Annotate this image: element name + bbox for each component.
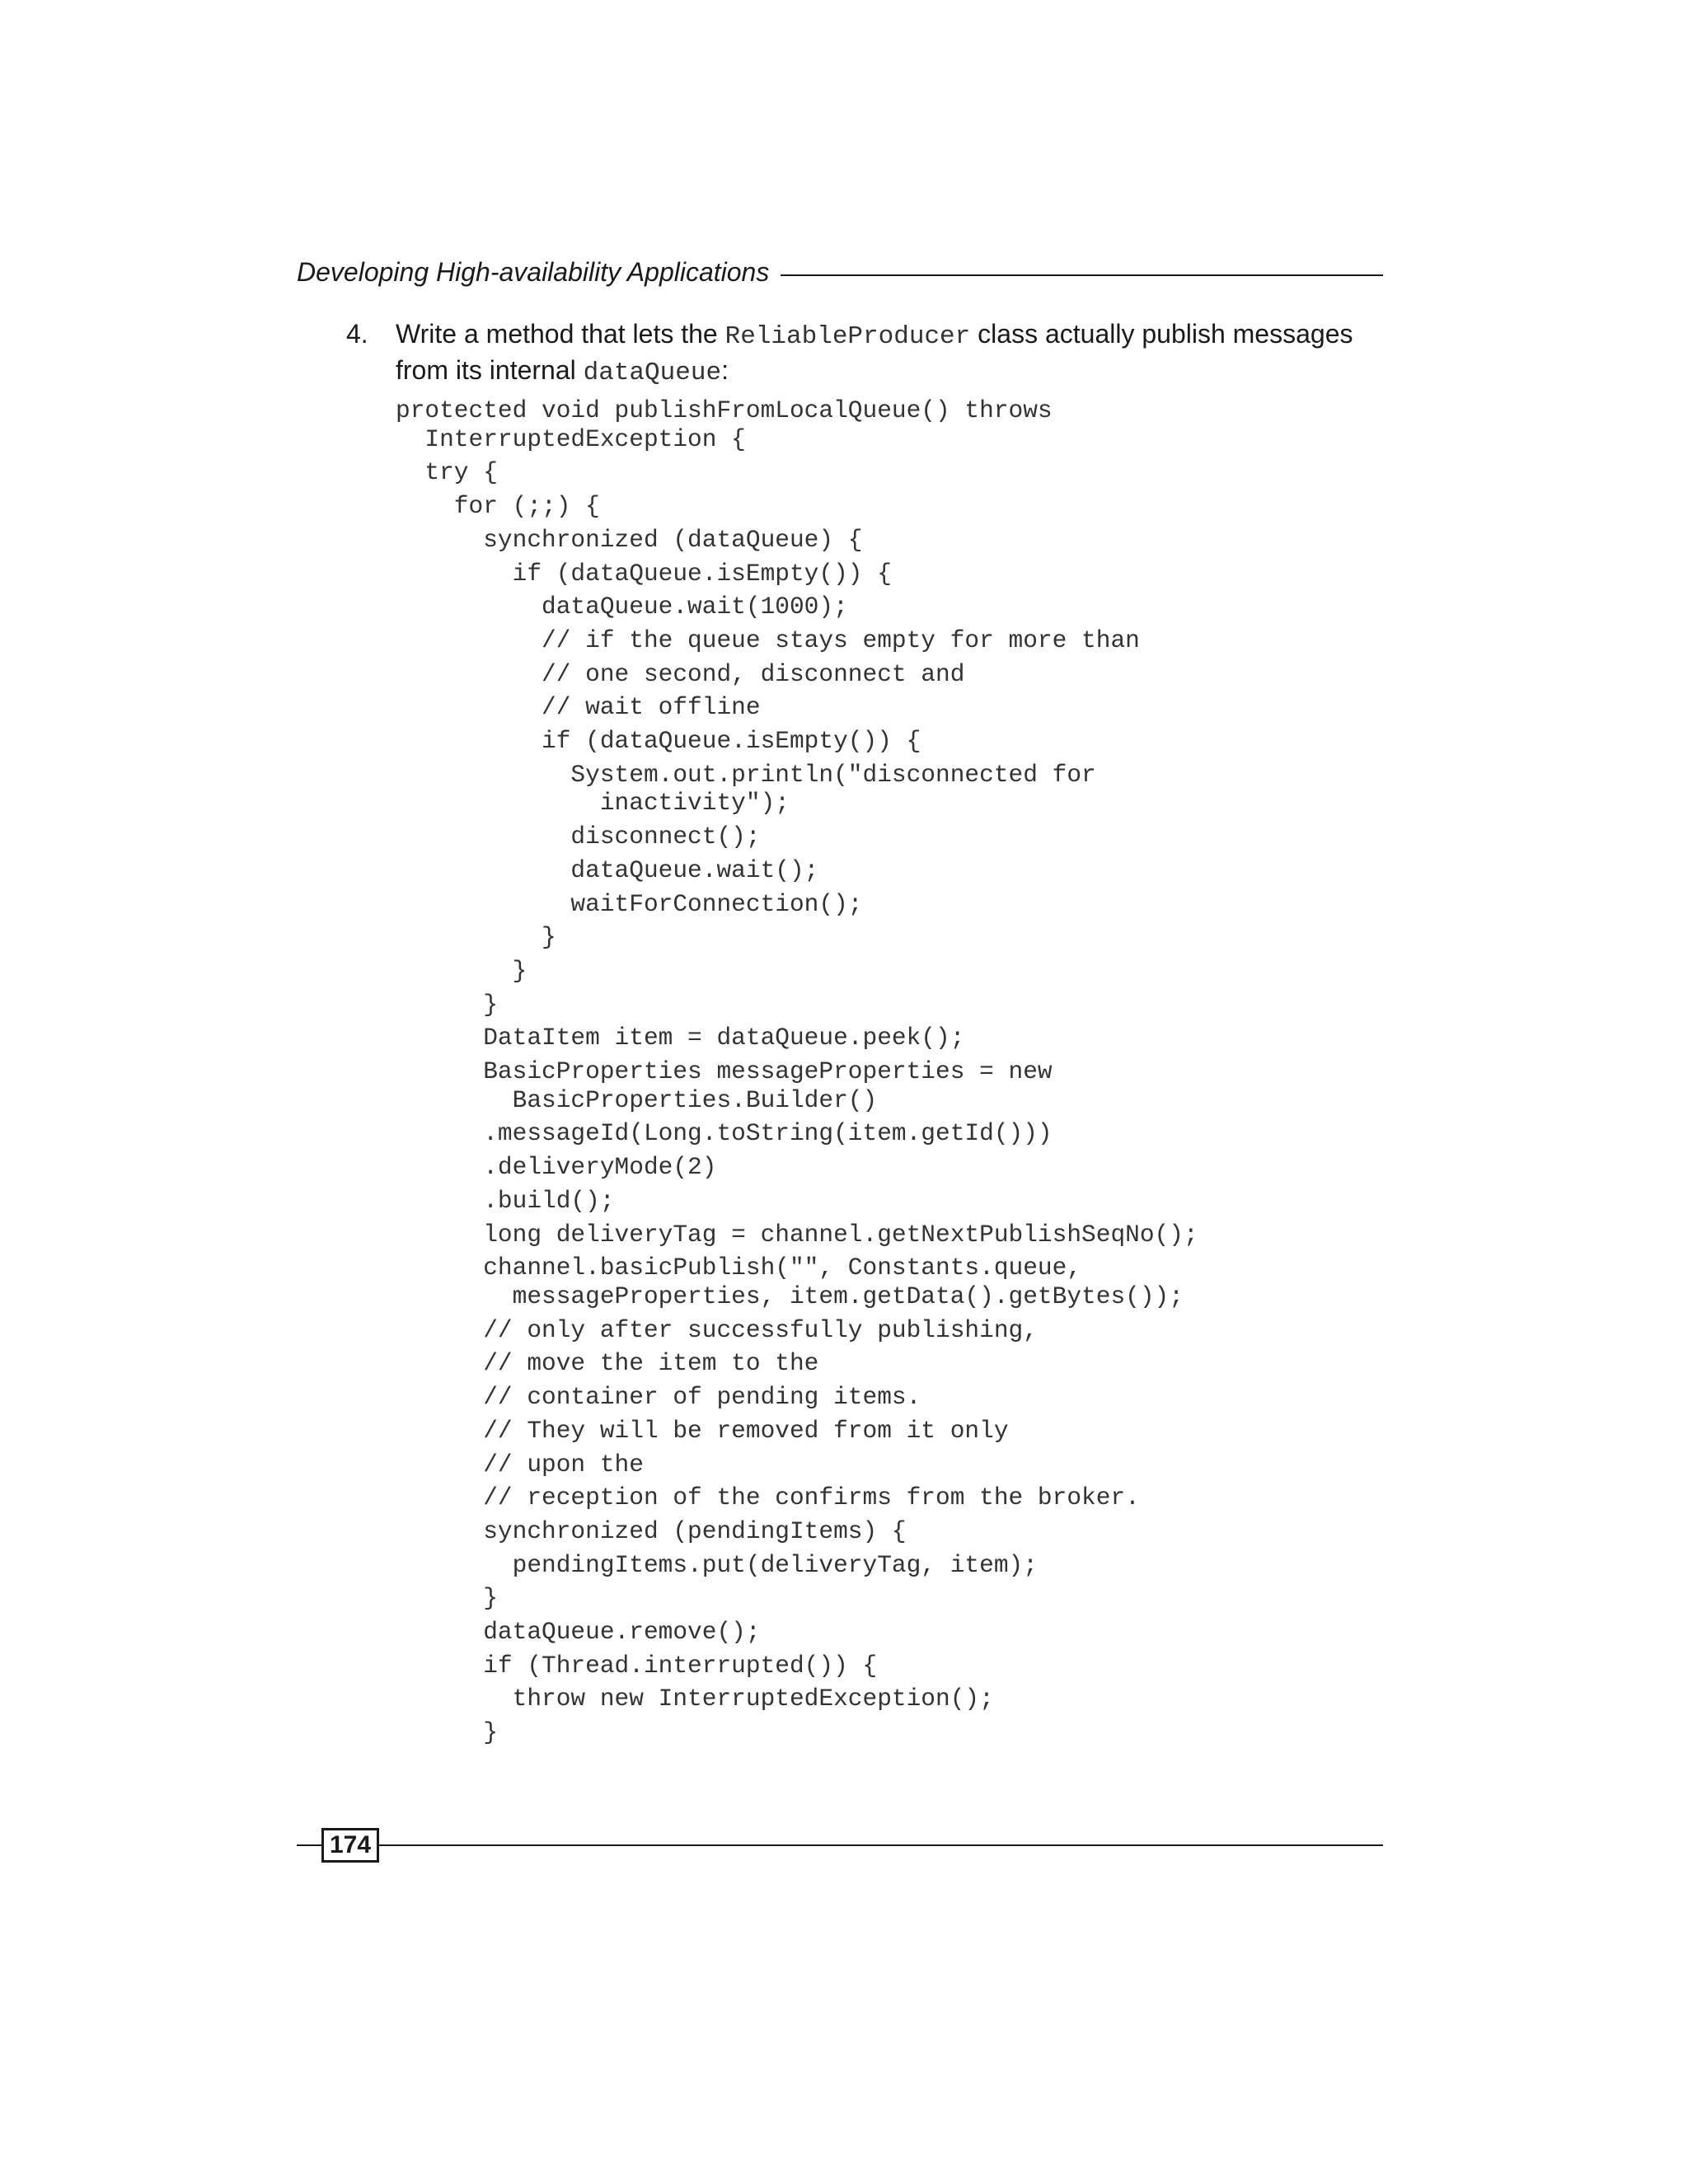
code-line: InterruptedException { — [396, 424, 746, 453]
step-number: 4. — [346, 319, 368, 349]
code-line: dataQueue.remove(); — [396, 1618, 761, 1647]
code-line: } — [396, 923, 556, 952]
chapter-title: Developing High-availability Applications — [297, 257, 770, 287]
code-line: // container of pending items. — [396, 1383, 921, 1412]
code-line: System.out.println("disconnected for — [396, 760, 1096, 789]
code-line: channel.basicPublish("", Constants.queue, — [396, 1254, 1082, 1282]
page-footer — [297, 1828, 1383, 1861]
code-line: for (;;) { — [396, 492, 600, 521]
class-name-code: ReliableProducer — [724, 322, 971, 351]
code-line: if (dataQueue.isEmpty()) { — [396, 559, 892, 588]
code-line: BasicProperties.Builder() — [396, 1085, 878, 1114]
code-line: BasicProperties messageProperties = new — [396, 1057, 1053, 1086]
header-rule — [781, 274, 1383, 276]
code-line: waitForConnection(); — [396, 889, 863, 918]
code-line: } — [396, 956, 528, 985]
code-line: } — [396, 1718, 498, 1747]
step-text-part: : — [721, 355, 729, 385]
code-line: pendingItems.put(deliveryTag, item); — [396, 1550, 1038, 1579]
code-line: .deliveryMode(2) — [396, 1153, 717, 1182]
code-line: // if the queue stays empty for more than — [396, 626, 1140, 654]
code-line: // upon the — [396, 1450, 644, 1479]
code-line: .messageId(Long.toString(item.getId())) — [396, 1119, 1053, 1148]
code-listing — [396, 394, 1198, 1750]
code-line: if (Thread.interrupted()) { — [396, 1651, 878, 1680]
code-line: synchronized (dataQueue) { — [396, 525, 863, 554]
code-line: disconnect(); — [396, 823, 761, 851]
code-line: synchronized (pendingItems) { — [396, 1516, 907, 1545]
footer-rule — [297, 1844, 321, 1846]
code-line: dataQueue.wait(); — [396, 855, 819, 884]
code-line: if (dataQueue.isEmpty()) { — [396, 727, 921, 756]
step-text — [396, 317, 1385, 390]
code-line: .build(); — [396, 1186, 615, 1215]
running-header — [297, 257, 1383, 288]
code-line: long deliveryTag = channel.getNextPublishSeqNo(); — [396, 1220, 1198, 1249]
code-line: // one second, disconnect and — [396, 659, 965, 688]
code-line: // They will be removed from it only — [396, 1416, 1009, 1445]
code-line: dataQueue.wait(1000); — [396, 593, 848, 621]
code-line: try { — [396, 458, 498, 487]
page-number: 174 — [321, 1828, 379, 1863]
code-line: // reception of the confirms from the broker. — [396, 1483, 1140, 1512]
code-line: // wait offline — [396, 693, 761, 722]
code-line: throw new InterruptedException(); — [396, 1685, 994, 1713]
code-line: DataItem item = dataQueue.peek(); — [396, 1024, 965, 1052]
code-line: inactivity"); — [396, 789, 790, 818]
footer-rule — [379, 1844, 1383, 1846]
code-line: // move the item to the — [396, 1349, 819, 1378]
code-line: } — [396, 1584, 498, 1613]
step-text-part: Write a method that lets the — [396, 319, 725, 349]
step-text-part: class actually publish messages from its internal — [396, 319, 1353, 385]
code-line: } — [396, 990, 498, 1019]
queue-name-code: dataQueue — [583, 359, 722, 387]
code-line: protected void publishFromLocalQueue() throws — [396, 396, 1053, 424]
code-line: // only after successfully publishing, — [396, 1315, 1038, 1344]
code-line: messageProperties, item.getData().getBytes()); — [396, 1282, 1184, 1310]
